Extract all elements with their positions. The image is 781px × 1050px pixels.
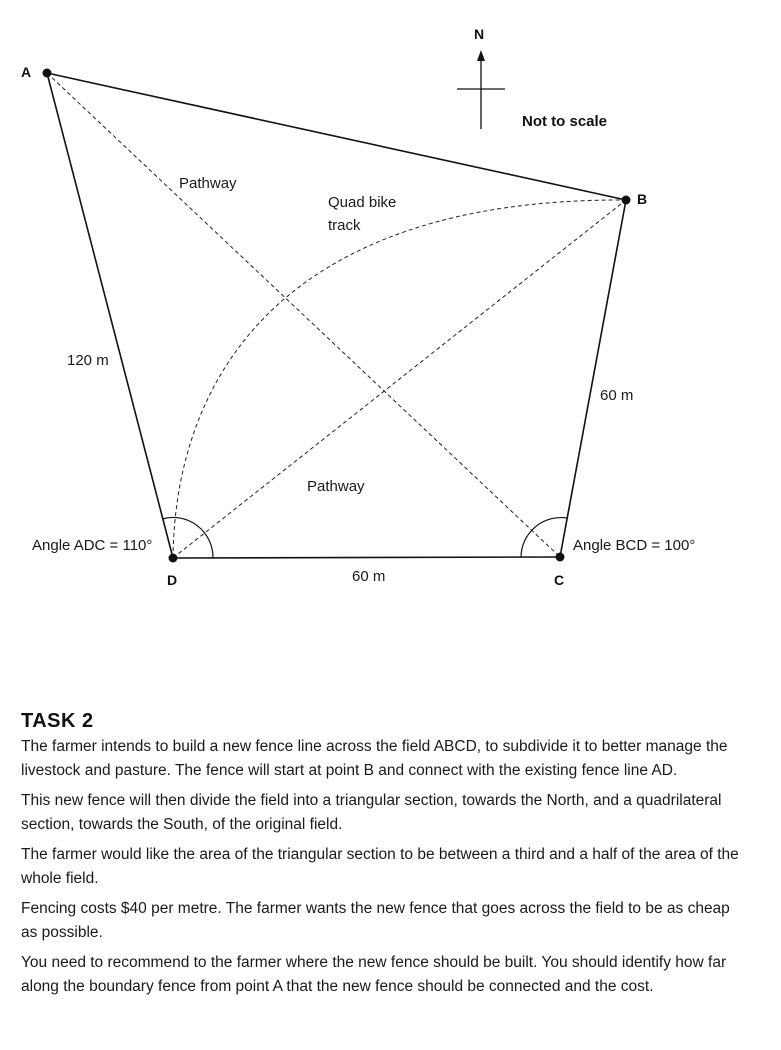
fence-BC bbox=[560, 200, 626, 557]
pathway-AC bbox=[47, 73, 560, 557]
angle-ADC-label: Angle ADC = 110° bbox=[32, 537, 153, 554]
point-A-marker bbox=[43, 69, 52, 78]
fence-DA bbox=[47, 73, 173, 558]
pathway-label-bottom: Pathway bbox=[307, 478, 365, 495]
point-B-label: B bbox=[637, 191, 648, 207]
task-paragraph-4: Fencing costs $40 per metre. The farmer wants the new fence that goes across the field to be as cheap as possible. bbox=[21, 900, 730, 941]
point-B-marker bbox=[622, 196, 631, 205]
pathway-label-top: Pathway bbox=[179, 175, 237, 192]
fence-AB bbox=[47, 73, 626, 200]
fence-CD bbox=[173, 557, 560, 558]
task-heading: TASK 2 bbox=[21, 710, 94, 732]
side-AD-length: 120 m bbox=[67, 352, 109, 369]
side-BC-length: 60 m bbox=[600, 387, 634, 404]
task-paragraph-2: This new fence will then divide the field into a triangular section, towards the North, and a quadrilateral section, towards the South, of the original field. bbox=[21, 792, 722, 833]
point-C-label: C bbox=[554, 572, 565, 588]
point-A-label: A bbox=[21, 64, 32, 80]
task-paragraph-5: You need to recommend to the farmer where the new fence should be built. You should identify how far along the boundary fence from point A that the new fence should be connected and the cost. bbox=[21, 954, 727, 995]
north-arrow-icon bbox=[457, 50, 505, 129]
quad-bike-label-line2: track bbox=[328, 217, 361, 234]
task-section bbox=[21, 710, 741, 1005]
point-C-marker bbox=[556, 553, 565, 562]
scale-note: Not to scale bbox=[522, 113, 608, 130]
quad-bike-label-line1: Quad bike bbox=[328, 194, 397, 211]
side-DC-length: 60 m bbox=[352, 568, 386, 585]
task-paragraph-1: The farmer intends to build a new fence line across the field ABCD, to subdivide it to better manage the livestock and pasture. The fence will start at point B and connect with the existing fence line AD. bbox=[21, 738, 728, 779]
compass-north-label: N bbox=[474, 26, 485, 42]
angle-BCD-label: Angle BCD = 100° bbox=[573, 537, 696, 554]
point-D-label: D bbox=[167, 572, 178, 588]
angle-arc-BCD bbox=[521, 518, 567, 557]
pathway-DB bbox=[173, 200, 626, 558]
task-paragraph-3: The farmer would like the area of the triangular section to be between a third and a half of the area of the whole field. bbox=[21, 846, 739, 887]
point-D-marker bbox=[169, 554, 178, 563]
angle-arc-ADC bbox=[162, 517, 213, 558]
